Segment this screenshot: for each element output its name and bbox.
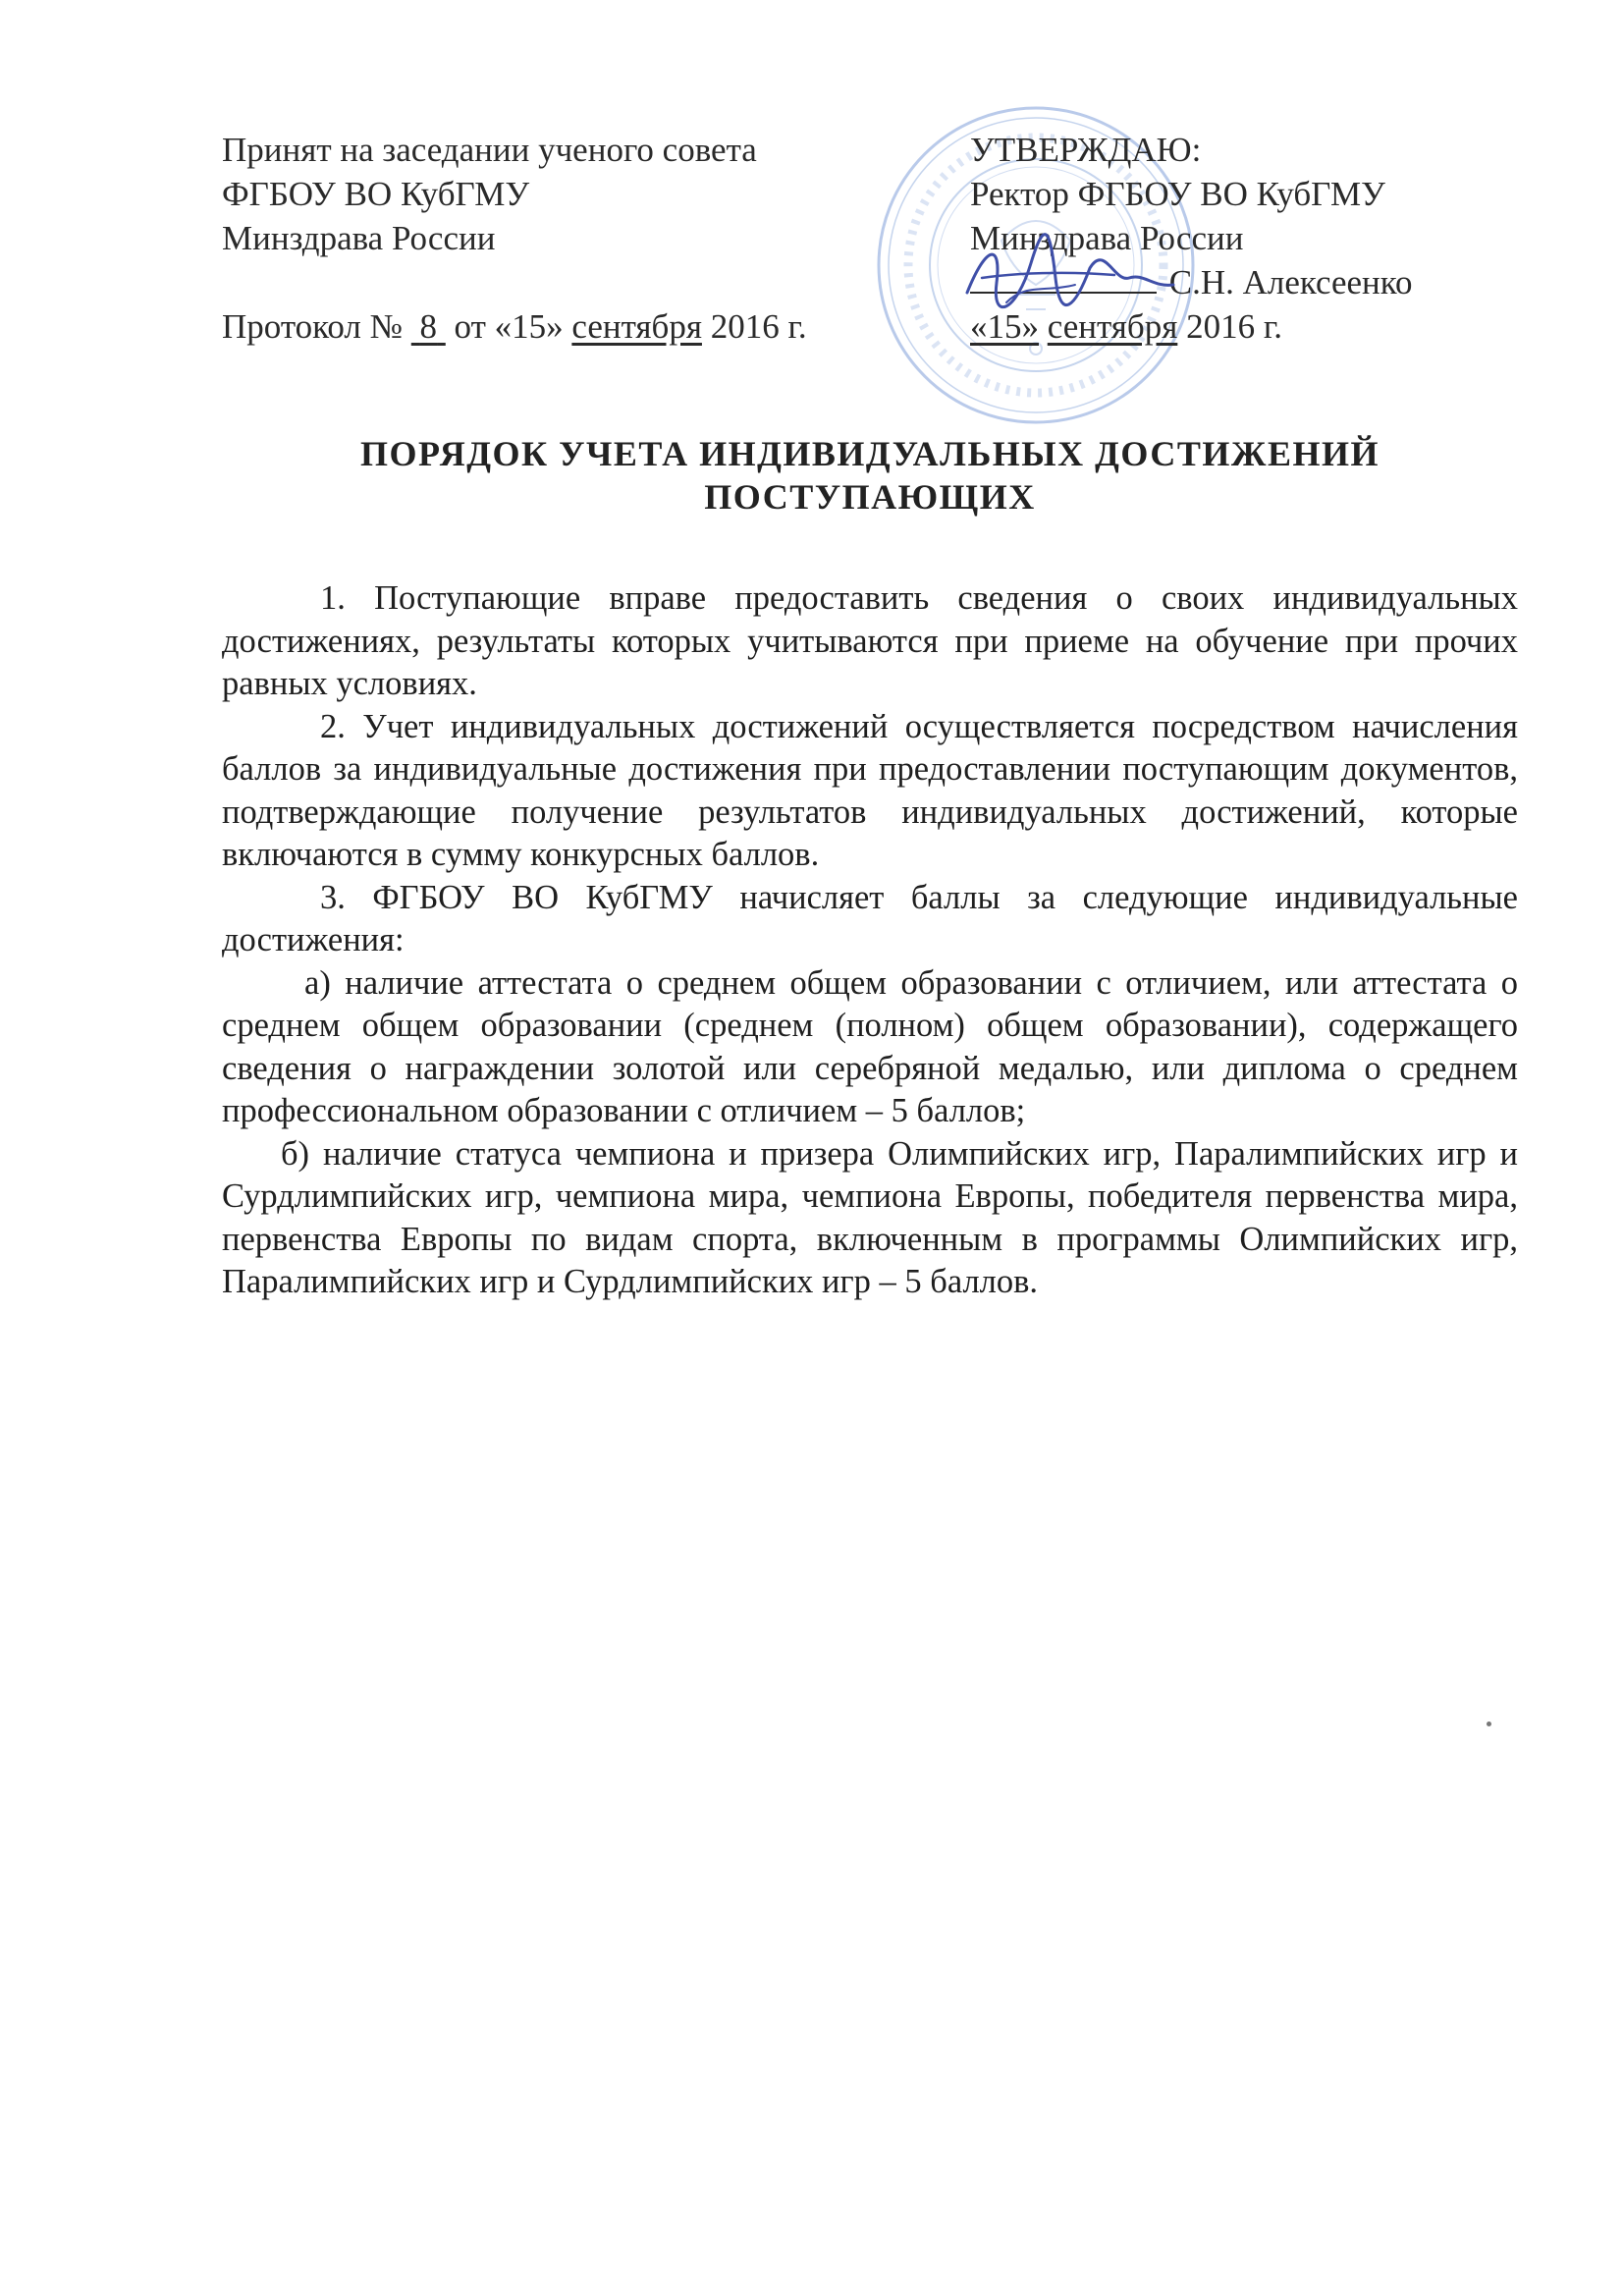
paragraph-3a: а) наличие аттестата о среднем общем образовании с отличием, или аттестата о среднем общем образовании (среднем (полном) общем образовании), содержащего сведения о награждении золотой или серебряной медалью, или диплома о среднем профессиональном образовании с отличием – 5 баллов; <box>222 963 1518 1129</box>
council-approval-block <box>222 128 909 349</box>
approve-heading: УТВЕРЖДАЮ: <box>970 131 1202 169</box>
paragraph-2: 2. Учет индивидуальных достижений осуществляется посредством начисления баллов за индивидуальные достижения при предоставлении поступающим документов, подтверждающие получение результатов индивидуальных достижений, которые включаются в сумму конкурсных баллов. <box>222 707 1518 873</box>
protocol-month: сентября <box>571 307 702 346</box>
rector-date-year: 2016 г. <box>1186 307 1282 346</box>
council-line-1: Принят на заседании ученого совета <box>222 131 757 169</box>
document-title <box>222 432 1518 519</box>
protocol-number: 8 <box>419 307 438 346</box>
paragraph-1: 1. Поступающие вправе предоставить сведения о своих индивидуальных достижениях, результаты которых учитываются при приеме на обучение при прочих равных условиях. <box>222 579 1518 702</box>
rector-name: С.Н. Алексеенко <box>1168 263 1413 301</box>
rector-line-2: Ректор ФГБОУ ВО КубГМУ <box>970 175 1385 213</box>
protocol-line <box>222 304 909 349</box>
document-body <box>222 577 1518 1304</box>
title-line-2: ПОСТУПАЮЩИХ <box>704 477 1036 517</box>
title-line-1: ПОРЯДОК УЧЕТА ИНДИВИДУАЛЬНЫХ ДОСТИЖЕНИЙ <box>360 434 1380 473</box>
council-line-3: Минздрава России <box>222 219 496 257</box>
rector-line-3: Минздрава России <box>970 219 1244 257</box>
signature-underline <box>970 262 1157 294</box>
rector-date-line <box>970 304 1481 349</box>
council-line-2: ФГБОУ ВО КубГМУ <box>222 175 530 213</box>
rector-date-day: «15» <box>970 307 1039 346</box>
protocol-prefix: Протокол № <box>222 307 404 346</box>
paragraph-3: 3. ФГБОУ ВО КубГМУ начисляет баллы за следующие индивидуальные достижения: <box>222 878 1518 958</box>
paragraph-3b: б) наличие статуса чемпиона и призера Олимпийских игр, Паралимпийских игр и Сурдлимпийских игр, чемпиона мира, чемпиона Европы, победителя первенства мира, первенства Европы по видам спорта, включенным в программы Олимпийских игр, Паралимпийских игр и Сурдлимпийских игр – 5 баллов. <box>222 1134 1518 1300</box>
rector-approval-block <box>970 128 1481 349</box>
protocol-from: от «15» <box>454 307 564 346</box>
rector-signature-line <box>970 260 1481 304</box>
protocol-year: 2016 г. <box>710 307 807 346</box>
scan-speck <box>1487 1722 1491 1726</box>
rector-date-month: сентября <box>1047 307 1178 346</box>
